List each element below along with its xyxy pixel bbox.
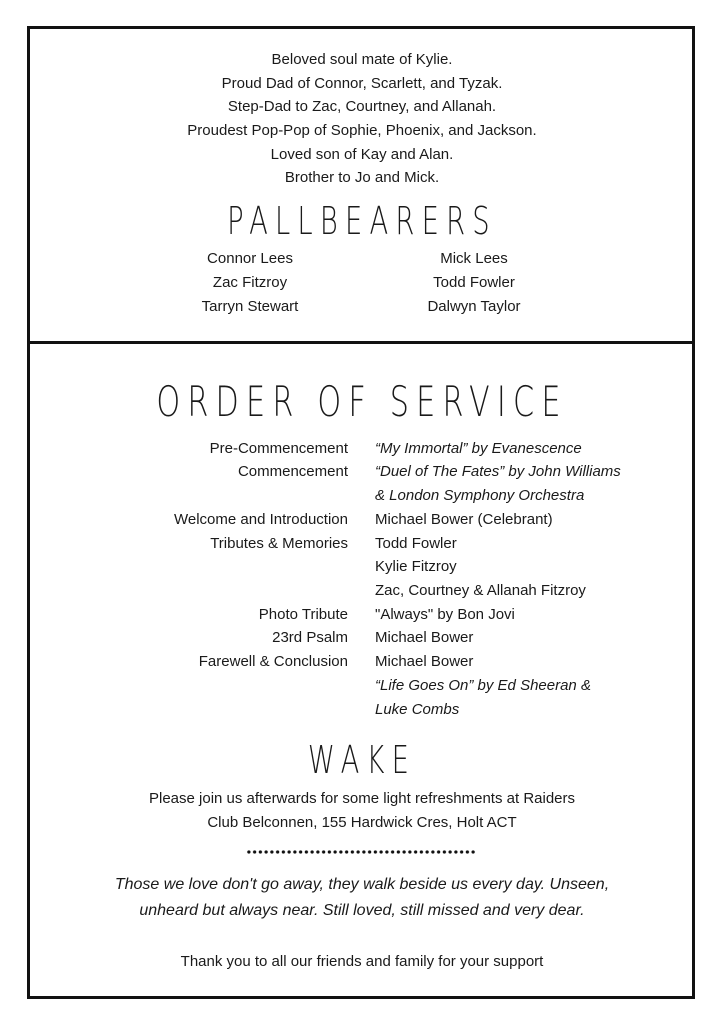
tribute-line: Beloved soul mate of Kylie.: [271, 51, 453, 68]
service-item-value: “Duel of The Fates” by John Williams: [375, 463, 621, 480]
service-item-value: "Always" by Bon Jovi: [375, 606, 515, 623]
order-of-service-heading: ORDER OF SERVICE: [156, 377, 568, 426]
dotted-divider: [246, 849, 476, 855]
service-item-value: Zac, Courtney & Allanah Fitzroy: [375, 582, 586, 599]
tribute-line: Loved son of Kay and Alan.: [270, 146, 454, 163]
tribute-line: Proud Dad of Connor, Scarlett, and Tyzak.: [221, 75, 503, 92]
service-item-value: “My Immortal” by Evanescence: [375, 440, 582, 457]
pallbearer-name: Connor Lees: [207, 250, 293, 267]
service-item-value: Michael Bower (Celebrant): [375, 511, 553, 528]
pallbearer-name: Dalwyn Taylor: [427, 298, 521, 315]
service-item-label: Welcome and Introduction: [174, 511, 348, 528]
pallbearer-name: Zac Fitzroy: [212, 274, 288, 291]
tribute-line: Step-Dad to Zac, Courtney, and Allanah.: [227, 98, 497, 115]
memorial-quote: unheard but always near. Still loved, still missed and very dear.: [139, 902, 585, 919]
memorial-quote: Those we love don't go away, they walk beside us every day. Unseen,: [114, 876, 610, 893]
service-item-value: Todd Fowler: [375, 535, 457, 552]
service-item-value: Michael Bower: [375, 629, 474, 646]
service-item-label: 23rd Psalm: [272, 629, 348, 646]
tribute-line: Brother to Jo and Mick.: [284, 169, 440, 186]
tribute-line: Proudest Pop-Pop of Sophie, Phoenix, and Jackson.: [187, 122, 537, 139]
service-item-label: Commencement: [237, 463, 348, 480]
wake-details: Please join us afterwards for some light refreshments at Raiders: [148, 790, 576, 807]
service-item-value: & London Symphony Orchestra: [375, 487, 585, 504]
service-item-label: Photo Tribute: [258, 606, 348, 623]
pallbearers-heading: PALLBEARERS: [227, 199, 497, 243]
thank-you-note: Thank you to all our friends and family for your support: [180, 953, 544, 970]
service-item-label: Farewell & Conclusion: [198, 653, 348, 670]
pallbearer-name: Mick Lees: [440, 250, 508, 267]
pallbearer-name: Tarryn Stewart: [201, 298, 299, 315]
service-item-value: Kylie Fitzroy: [375, 558, 457, 575]
wake-heading: WAKE: [307, 738, 417, 782]
service-item-label: Pre-Commencement: [209, 440, 348, 457]
service-item-value: Michael Bower: [375, 653, 474, 670]
service-item-label: Tributes & Memories: [210, 535, 348, 552]
service-item-value: Luke Combs: [375, 701, 460, 718]
pallbearer-name: Todd Fowler: [433, 274, 515, 291]
wake-details: Club Belconnen, 155 Hardwick Cres, Holt ACT: [207, 814, 517, 831]
service-item-value: “Life Goes On” by Ed Sheeran &: [375, 677, 591, 694]
